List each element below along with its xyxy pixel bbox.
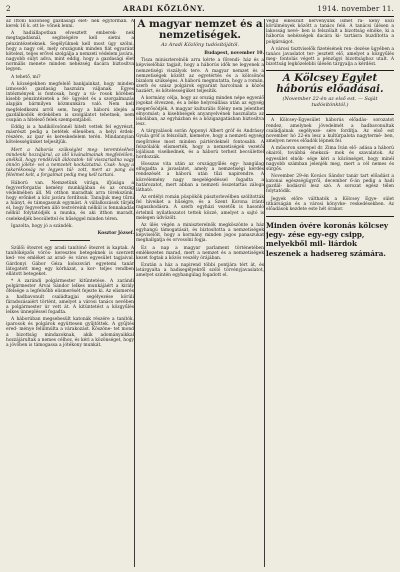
article-paragraph: A Kölcsey-Egyesület háborús előadás- sorozatot rendez, amelynek jövedelmét a hadbavonultak családjainak segélyezé- sére fordítja. Az első est november hó 22-én lesz a kultúrpalota nagytermé- ben, amelyen neves előadók lépnek fel. — [266, 118, 394, 145]
article-paragraph: Az erdélyi román püspökök pásztorlevélben szólították fel híveiket a hűségre, és a Szent Korona iránti ragaszkodásra. A szerb egyházi vezetők is hasonló értelmű nyilatkozatot tettek közzé, amelyet a sajtó is melegen üdvözölt. — [136, 195, 264, 221]
article-byline: Az Aradi Közlöny tudósítójától. — [160, 42, 240, 48]
article-heading-box — [266, 70, 394, 115]
column-rule — [264, 19, 265, 567]
article-paragraph: A kormány célja, hogy az ország minden népe egyenlő jogokat élvezzen, és a béke helyreállása után az egység megerősödjék. A magyar kulturális fölény nem jelenthet elnyomást; a kisebbségek anyanyelvének használata az iskolában, az egyházban és a közigazgatásban biztosítva lesz. — [136, 96, 264, 128]
article-paragraph: A műsoron szerepel dr. Zima Iván elő- adása a háború okairól, továbbá énekszá- mok és szavalatok. Az egyesület elnök- sége kéri a közönséget, hogy minél nagyobb számban jelenjék meg, mert a cél nemes és sürgős. — [266, 146, 394, 172]
article-paragraph: Az ülés végén a miniszterelnök megköszönte a ház egyhangú támogatását, és biztosította a nemzetiségek képviselőit, hogy a kormány minden jogos panaszukat meghallgatja és orvosolni fogja. — [136, 222, 264, 244]
column-middle — [136, 19, 264, 569]
article-paragraph: Hosszas vita után az országgyűlés egy- hangúlag elfogadta a javaslatot, amely a nemzetiségi kérdés rendezését a háború után tűzi napirendre. A közvélemény nagy megelégedéssel fogadta a határozatot, mert abban a nemzeti összetartás záloga látható. — [136, 162, 264, 193]
article-paragraph: Tisza miniszterelnök arra kérte a főrendi- ház és a képviselőház tagjait, hogy a háborús idők ne legyenek a nemzetiségi viszályok tere. A magyar nemzet és a nemzetiségek között az egyetértés és a kölcsönös bizalom szükséges. A háború megmutatta, hogy a román, szerb és szász polgárok egyaránt harcolnak a közös hazáért, és kötelességüket teljesítik. — [136, 58, 264, 95]
article-dateline: Budapest, november 10. — [204, 51, 264, 56]
column-left — [6, 19, 134, 569]
column-rule — [134, 19, 135, 567]
article-paragraph: A tárgyalások során Apponyi Albert gróf és Andrássy Gyula gróf is felszólalt, kiemelve, hogy a nemzeti egység megőrzése most minden pártérdeknél fontosabb. A felszólalók elismerték, hogy a nemzetiségek vezetői lojálisan viselkednek, és a háború terheit becsülettel hordozzák. — [136, 129, 264, 161]
page-header — [6, 4, 394, 17]
article-paragraph: Ez a nap a magyar parlament történetében emlékezetes marad, mert a nemzet és a nemzetiségek kezet fogtak a közös veszély órájában. — [136, 245, 264, 261]
issue-date: 1914. november 11. — [317, 4, 394, 13]
article-paragraph: A hadiállapotban elvesztett emberek- nek megtagadásnál, segítségére kell sietni a pénzintézeteknek. Segélyüknek kell most úgy szólni, hogy a nagy cél, mely országunk minden fiát egyaránt kötelezi, teljes erővel szolgálja a nemzeti védelem javára, nagyobb súlyt adva, mint eddig, hogy a gazdasági élet normális menete minden nehézség dacára biztosítva legyen. — [6, 31, 134, 73]
article-paragraph: Háború van. Nemzetünk virága, ifjúsága a fegyverforgatás kemény munkájában és az ország védelmében áll. Mi otthon maradtak arra törekszünk, hogy erőnket a köz javára fordítsuk. Tanuljuk meg tűrni a hiányt, és támogassuk egymást. A vállalkozások tűrjék el, hogy fegyverben álló testvéreink nélkül is fennakadás nélkül folytatódjék a munka, és aki itthon maradt, cselekedjék becsülettel és hűséggel minden téren. — [6, 180, 134, 222]
article-signature: Kosztor József. — [97, 230, 134, 236]
page-number: 2 — [6, 4, 11, 13]
article-text: az ittoni közönség gazdasági élet- nek egyformán. A kerek 16 k. ott le- vőnek lenni. — [6, 19, 134, 30]
bold-notice: Minden óvére koronás kölcsey jegy- zése egy-egy csipp, melyekből mil- liárdok leszenek a hadsereg számára. — [266, 216, 394, 258]
article-paragraph: A városi tisztviselők fizetésének ren- dezése ügyében a tanács javaslatot ter- jesztett elő, amelyet a közgyűlés meg- fontolás végett a pénzügyi bizottsághoz utalt. A bizottság legközelebbi ülésén tárgyalja a kérdést. — [266, 46, 394, 68]
article-subtitle: (November 22-én az első est. — Saját tudósítónktól.) — [282, 96, 378, 109]
newspaper-title: ARADI KÖZLÖNY. — [122, 4, 206, 13]
article-text: Végül elkészült kérvényünk ismét rá- kény közi körülmények között a tanács felé. A tanácsi ülésen a lakosság nevé- ben is felszólalt a bizottság elnöke, ki a háborús nehézségek dacára ki- tartásra buzdította a polgárságot. — [266, 19, 394, 45]
news-item: A háborúban megsebesült katonák részére a tanítók, iparosok és polgárok együttesen gyűjtöttek. A gyűjtés ered- ménye felülmúlta a várakozást. Köszöne- tet mond a bizottság mindazoknak, akik adományaikkal hozzájárultak a nemes célhoz, és kéri a közönséget, hogy a jövőben is támogassa a jótékony munkát. — [6, 317, 134, 348]
article-title: A magyar nemzet és a nemzetiségek. — [137, 19, 263, 41]
article-paragraph: November 29-én Kovács Sándor tanár tart előadást a katonai egészségügyről, december 6-án pedig a hadi gazdál- kodásról lesz szó. A sorozat egész télen folytatódik. — [266, 173, 394, 195]
section-divider — [50, 240, 90, 241]
article-paragraph-italic: Mert a háborús szükséglet meg- teremtéséhez mindenki hozzájárul, az idő kívánalmainak megfelelően, anélkül, hogy rendkívüli áldozatok- tól visszariadna vagy önnön jólété- vel a nemzetét kockáztatná. Csak- hogy a takarékosság ne legyen túl- zott, mert az pang és félelmet kelt, a forgalmat pedig meg kell tartani. — [6, 147, 134, 179]
article-paragraph: Eddig is a hadikölcsönnél hitelt vettek fel egyrészt, másrészt pedig a betétek ellenében, a helyi érdek- részére, az ipar és kereskedelem terén. Mindannyian kötelességünket teljesítjük. — [6, 124, 134, 146]
article-paragraph: Igazolta, hogy jó a szándék. — [11, 223, 73, 229]
article-paragraph: A községekben megfelelő bankjainkat, hogy minden izmosodó gazdaság hasznára váljanak. Egyes intézmények is fontosak, hogy a vá- rosok körében kisebb pénzintézetek a fel- ügyelet és a szorgalmazás alapján bármilyen közmunkára való. Nem kell megfeledkezni arról sem, hogy a háború idején a gazdálkodók érdekében is szolgálatot tehetnek, nem csupán a hitelező felek szempontjából. — [6, 81, 134, 123]
news-item: * A zarándi polgármester kitüntetése. A zarándi polgármester Árvai Sándor lelkes munkájáért a király őfelsége a legfelsőbb elismerését fejezte ki. Az elismerés a hadbavonult családtagjai segélyezése körüli fáradozásaiért történt, amelyet a városi tanács nevében a polgármester úr vett át. A kitüntetést a közgyűlés lelkes ünnepléssel fogadta. — [6, 279, 134, 316]
news-item: Szülői ötezret egy aradi tanítónő ötezret is kaptak. A tanítóképzős vörös- keresztes betegeknek is szerzett ked- ves emléket az arad- és város egyesület tagjaival. Gárdonyi Gábor Géza kolozsvári egyetemi tanár látogatott meg egy kórházat, a kor- teljes rendben ellátott betegeket. — [6, 246, 134, 277]
article-paragraph: Jegyek előre válthatók a Kölcsey Egye- sület titkárságán és a városi könyvke- reskedésekben. Az előadások kezdete este hét órakor. — [266, 196, 394, 212]
article-title: A Kölcsey Egylet háborús előadásai. — [276, 72, 384, 96]
article-paragraph: A tehető, mi? — [11, 74, 41, 80]
column-right — [266, 19, 394, 569]
article-paragraph: Ezután a ház a napirend többi pontjára tért át, és letárgyalta a hadisegélyekről szóló törvényjavaslatot, amelyet szintén egyhangúlag fogadott el. — [136, 262, 264, 279]
